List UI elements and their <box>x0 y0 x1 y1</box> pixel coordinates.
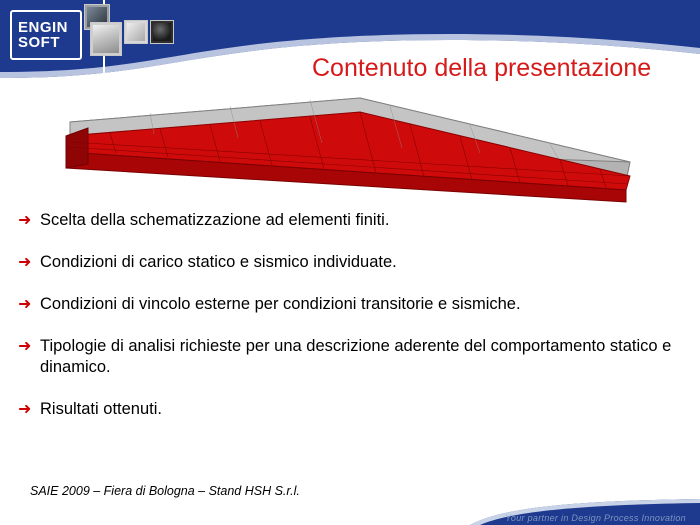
list-item <box>18 252 686 273</box>
list-item <box>18 336 686 378</box>
banner-thumbnail-group <box>84 4 174 60</box>
list-item-text: Condizioni di vincolo esterne per condizioni transitorie e sismiche. <box>40 295 521 313</box>
list-item <box>18 399 686 420</box>
logo-line-2: SOFT <box>18 34 60 51</box>
fe-model-figure <box>30 90 650 210</box>
thumbnail-3 <box>124 20 148 44</box>
arrow-bullet-icon: ➜ <box>18 296 32 313</box>
list-item <box>18 210 686 231</box>
arrow-bullet-icon: ➜ <box>18 401 32 418</box>
thumbnail-4-image <box>153 23 171 41</box>
arrow-bullet-icon: ➜ <box>18 254 32 271</box>
thumbnail-3-image <box>127 23 145 41</box>
footer-tagline: Your partner in Design Process Innovation <box>505 513 686 523</box>
arrow-bullet-icon: ➜ <box>18 212 32 229</box>
enginsoft-logo <box>10 10 82 60</box>
thumbnail-4 <box>150 20 174 44</box>
footer-note: SAIE 2009 – Fiera di Bologna – Stand HSH S.r.l. <box>30 484 300 498</box>
arrow-bullet-icon: ➜ <box>18 338 32 355</box>
list-item-text: Tipologie di analisi richieste per una descrizione aderente del comportamento statico e dinamico. <box>40 337 672 376</box>
thumbnail-2 <box>90 22 122 56</box>
bullet-list <box>18 210 686 441</box>
footer-banner <box>0 499 700 525</box>
list-item-text: Risultati ottenuti. <box>40 400 162 418</box>
thumbnail-2-image <box>93 25 119 53</box>
list-item-text: Condizioni di carico statico e sismico individuate. <box>40 253 397 271</box>
logo-line-1: ENGIN <box>18 19 69 36</box>
list-item-text: Scelta della schematizzazione ad elementi finiti. <box>40 211 390 229</box>
slide-title: Contenuto della presentazione <box>312 54 652 82</box>
list-item <box>18 294 686 315</box>
